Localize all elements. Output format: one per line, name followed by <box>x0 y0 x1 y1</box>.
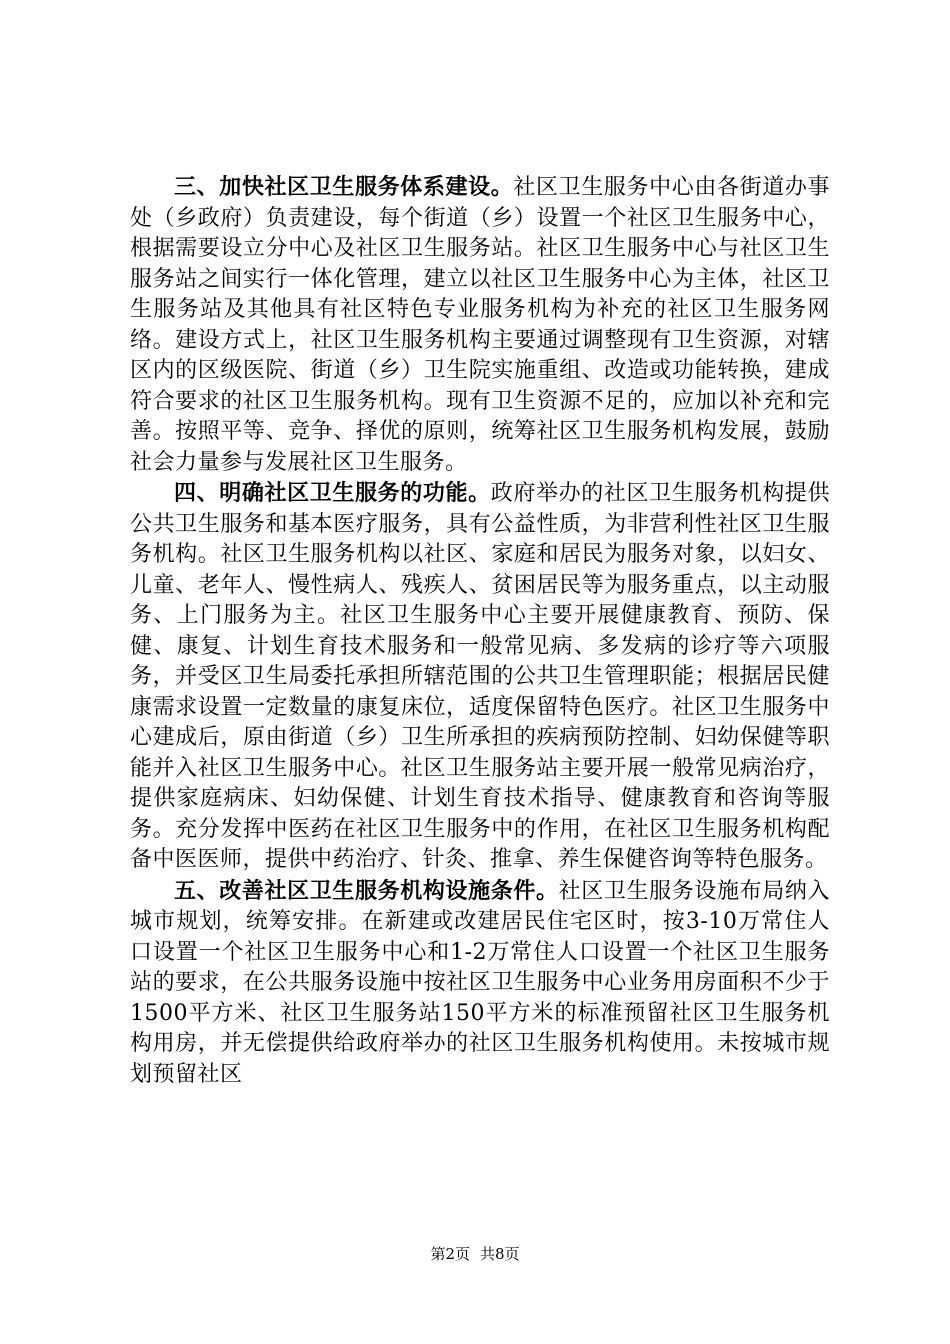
page-footer <box>0 1243 950 1264</box>
section-body: 社区卫生服务设施布局纳入城市规划，统筹安排。在新建或改建居民住宅区时，按3-10万常住人口设置一个社区卫生服务中心和1-2万常住人口设置一个社区卫生服务站的要求，在公共服务设施中按社区卫生服务中心业务用房面积不少于1500平方米、社区卫生服务站150平方米的标准预留社区卫生服务机构用房，并无偿提供给政府举办的社区卫生服务机构使用。未按城市规划预留社区 <box>130 878 830 1087</box>
section-heading: 四、明确社区卫生服务的功能。 <box>174 480 491 506</box>
section-heading: 三、加快社区卫生服务体系建设。 <box>174 174 514 200</box>
document-body <box>130 172 830 1090</box>
section-heading: 五、改善社区卫生服务机构设施条件。 <box>174 877 559 904</box>
page-total: 共8页 <box>480 1245 520 1263</box>
paragraph-section-5 <box>130 876 830 1091</box>
section-body: 政府举办的社区卫生服务机构提供公共卫生服务和基本医疗服务，具有公益性质，为非营利性社区卫生服务机构。社区卫生服务机构以社区、家庭和居民为服务对象，以妇女、儿童、老年人、慢性病人、残疾人、贫困居民等为服务重点，以主动服务、上门服务为主。社区卫生服务中心主要开展健康教育、预防、保健、康复、计划生育技术服务和一般常见病、多发病的诊疗等六项服务，并受区卫生局委托承担所辖范围的公共卫生管理职能；根据居民健康需求设置一定数量的康复床位，适度保留特色医疗。社区卫生服务中心建成后，原由街道（乡）卫生所承担的疾病预防控制、妇幼保健等职能并入社区卫生服务中心。社区卫生服务站主要开展一般常见病治疗，提供家庭病床、妇幼保健、计划生育技术指导、健康教育和咨询等服务。充分发挥中医药在社区卫生服务中的作用，在社区卫生服务机构配备中医医师，提供中药治疗、针灸、推拿、养生保健咨询等特色服务。 <box>130 481 830 872</box>
section-body: 社区卫生服务中心由各街道办事处（乡政府）负责建设，每个街道（乡）设置一个社区卫生服务中心，根据需要设立分中心及社区卫生服务站。社区卫生服务中心与社区卫生服务站之间实行一体化管理，建立以社区卫生服务中心为主体，社区卫生服务站及其他具有社区特色专业服务机构为补充的社区卫生服务网络。建设方式上，社区卫生服务机构主要通过调整现有卫生资源，对辖区内的区级医院、街道（乡）卫生院实施重组、改造或功能转换，建成符合要求的社区卫生服务机构。现有卫生资源不足的，应加以补充和完善。按照平等、竞争、择优的原则，统筹社区卫生服务机构发展，鼓励社会力量参与发展社区卫生服务。 <box>130 175 830 475</box>
paragraph-section-3 <box>130 172 830 478</box>
page-number: 第2页 <box>430 1245 470 1263</box>
paragraph-section-4 <box>130 478 830 876</box>
